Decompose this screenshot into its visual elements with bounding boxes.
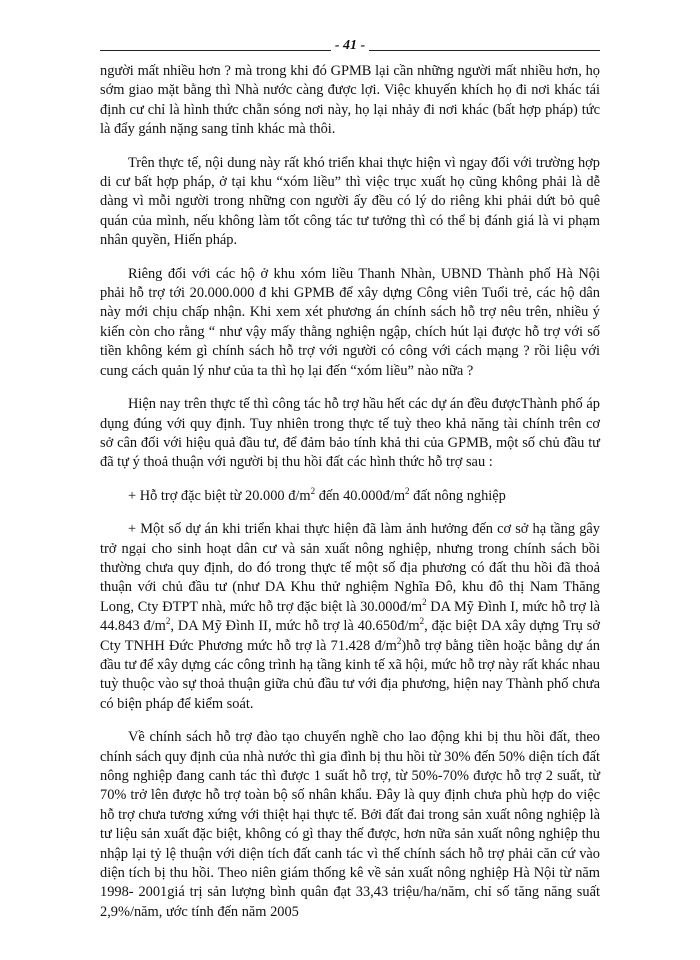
bullet-1-text-c: đất nông nghiệp [409, 487, 506, 504]
bullet-2-text-e: )hỗ trợ bằng tiền hoặc bằng dự án đầu tư để xây dựng các công trình hạ tầng kinh tế xã hội, mức hỗ trợ này rất khác nhau tuỳ thuộc vào sự thoả thuận giữa chủ đầu tư với địa phương, hiện nay Thành phố chưa có biện pháp để kiểm soát. [100, 637, 600, 712]
bullet-2-sup-a: 2 [422, 596, 427, 607]
page-number-text: - 41 - [331, 38, 369, 53]
paragraph-1: người mất nhiều hơn ? mà trong khi đó GPMB lại cần những người mất nhiều hơn, họ sớm giao mặt bằng thì Nhà nước càng được lợi. Việc khuyến khích họ đi nơi khác tái định cư chỉ là hình thức chẵn sóng nơi này, họ lại nhảy đi nơi khác (bất hợp pháp) tức là đẩy gánh nặng sang tỉnh khác mà thôi. [100, 63, 600, 138]
bullet-2-text-d: , đặc biệt DA xây dựng Trụ sở Cty TNHH Đức Phương mức hỗ trợ là 71.428 đ/m [100, 618, 600, 654]
bullet-item-1 [100, 487, 600, 506]
paragraph-2: Trên thực tế, nội dung này rất khó triển khai thực hiện vì ngay đối với trường hợp di cư bất hợp pháp, ở tại khu “xóm liều” thì việc trục xuất họ cũng không phải là dễ dàng vì mỗi người trong những con người ấy đều có lý do riêng khi phải dứt bỏ quê quán của mình, nếu không làm tốt công tác tư tưởng thì có thể bị đánh giá là vi phạm nhân quyền, Hiến pháp. [100, 154, 600, 249]
bullet-1-text-b: đến 40.000đ/m [315, 487, 406, 504]
bullet-1-text-a: + Hỗ trợ đặc biệt từ 20.000 đ/m [128, 487, 311, 504]
bullet-1-sup-b: 2 [405, 485, 410, 496]
bullet-2-sup-b: 2 [165, 616, 171, 627]
paragraph-4: Hiện nay trên thực tế thì công tác hỗ trợ hầu hết các dự án đều đượcThành phố áp dụng đúng với quy định. Tuy nhiên trong thực tế tuỳ theo khả năng tài chính trên cơ sở cân đối với hiệu quả đầu tư, để đảm bảo tính khả thi của GPMB, một số chủ đầu tư đã tự ý thoả thuận với người bị thu hồi đất các hình thức hỗ trợ sau : [100, 396, 600, 471]
paragraph-last: Về chính sách hỗ trợ đào tạo chuyển nghề cho lao động khi bị thu hồi đất, theo chính sách quy định của nhà nước thì gia đình bị thu hồi từ 30% đến 50% diện tích đất nông nghiệp đang canh tác thì được 1 suất hỗ trợ, từ 50%-70% được hỗ trợ 2 suất, từ 70% trở lên được hỗ trợ toàn bộ số nhân khẩu. Đây là quy định chưa phù hợp do việc hỗ trợ chưa tương xứng với thiệt hại thực tế. Bởi đất đai trong sản xuất nông nghiệp là tư liệu sản xuất đặc biệt, không có gì thay thế được, hơn nữa sản xuất nông nghiệp thu nhập lại tỷ lệ thuận với diện tích đất canh tác vì thế chính sách hỗ trợ phải căn cứ vào diện tích bị thu hồi. Theo niên giám thống kê về sản xuất nông nghiệp Hà Nội từ năm 1998- 2001giá trị sản lượng bình quân đạt 33,43 triệu/ha/năm, chỉ số tăng năng suất 2,9%/năm, ước tính đến năm 2005 [100, 729, 600, 920]
bullet-item-2 [100, 520, 600, 714]
bullet-2-text-a: + Một số dự án khi triển khai thực hiện đã làm ảnh hưởng đến cơ sở hạ tầng gây trở ngại cho sinh hoạt dân cư và sản xuất nông nghiệp, nhưng trong chính sách bồi thường chưa quy định, do đó trong thực tế một số địa phương có đất thu hồi đã thoả thuận với chủ đầu tư (như DA Khu thử nghiệm Nghĩa Đô, khu đô thị Nam Thăng Long, Cty ĐTPT nhà, mức hỗ trợ đặc biệt là 30.000đ/m [100, 521, 600, 615]
bullet-2-text-c: , DA Mỹ Đình II, mức hỗ trợ là 40.650đ/m [170, 618, 420, 635]
bullet-1-sup-a: 2 [310, 485, 316, 496]
page-number [0, 39, 700, 53]
bullet-2-sup-c: 2 [419, 616, 425, 627]
bullet-2-text-b: DA Mỹ Đình I, mức hỗ trợ là 44.843 đ/m [100, 598, 600, 635]
paragraph-3: Riêng đối với các hộ ở khu xóm liều Thanh Nhàn, UBND Thành phố Hà Nội phải hỗ trợ tới 20.000.000 đ khi GPMB để xây dựng Công viên Tuổi trẻ, các hộ dân này mới chịu chấp nhận. Khi xem xét phương án chính sách hỗ trợ nêu trên, nhiều ý kiến còn cho rằng “ như vậy mấy thằng nghiện ngập, chích hút lại được hỗ trợ với số tiền không kém gì chính sách hỗ trợ với người có công với cách mạng ? rồi liệu với cung cách quản lý như của ta thì họ lại đến “xóm liều” nào nữa ? [100, 265, 600, 379]
bullet-2-sup-d: 2 [396, 635, 402, 646]
document-body [100, 62, 600, 936]
